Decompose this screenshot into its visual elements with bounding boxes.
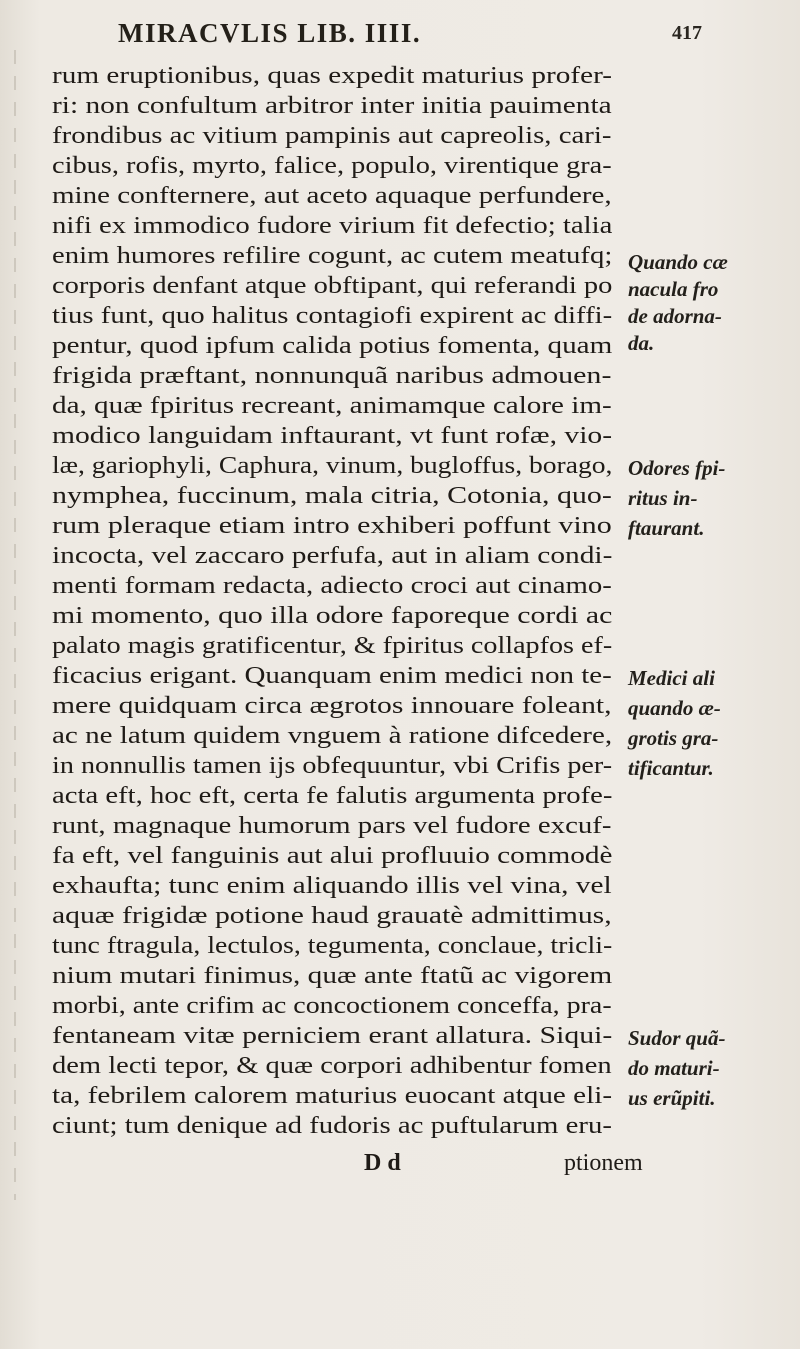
text-line: ta, febrilem calorem maturius euocant atque eli-: [52, 1082, 613, 1109]
margin-note: da.: [628, 331, 655, 355]
margin-note: Quando cæ: [628, 250, 728, 274]
text-line: pentur, quod ipfum calida potius fomenta, quam: [52, 332, 613, 359]
page-number: 417: [672, 22, 702, 44]
text-line: ac ne latum quidem vnguem à ratione difcedere,: [52, 722, 613, 749]
text-line: incocta, vel zaccaro perfufa, aut in aliam condi-: [52, 542, 613, 569]
text-line: fa eft, vel fanguinis aut alui profluuio commodè: [52, 842, 613, 869]
text-line: rum eruptionibus, quas expedit maturius profer-: [52, 62, 612, 89]
margin-note: quando æ-: [628, 696, 721, 720]
text-line: corporis denfant atque obftipant, qui referandi po: [52, 272, 613, 299]
text-line: mi momento, quo illa odore faporeque cordi ac: [52, 602, 613, 629]
text-line: palato magis gratificentur, & fpiritus collapfos ef-: [52, 632, 613, 659]
text-line: aquæ frigidæ potione haud grauatè admittimus,: [52, 902, 612, 929]
text-line: in nonnullis tamen ijs obfequuntur, vbi Crifis per-: [52, 752, 613, 779]
text-line: tius funt, quo halitus contagiofi expirent ac diffi-: [52, 302, 613, 329]
margin-note: do maturi-: [628, 1056, 720, 1080]
text-line: runt, magnaque humorum pars vel fudore excuf-: [52, 812, 612, 839]
margin-note: Medici ali: [628, 666, 715, 690]
text-line: læ, gariophyli, Caphura, vinum, bugloffus, borago,: [52, 452, 613, 479]
text-line: menti formam redacta, adiecto croci aut cinamo-: [52, 572, 612, 599]
margin-note: us erũpiti.: [628, 1086, 716, 1110]
margin-note: Sudor quã-: [628, 1026, 726, 1050]
text-line: ciunt; tum denique ad fudoris ac puftularum eru-: [52, 1112, 612, 1139]
margin-note: Odores fpi-: [628, 456, 726, 480]
text-line: exhaufta; tunc enim aliquando illis vel vina, vel: [52, 872, 612, 899]
text-line: nymphea, fuccinum, mala citria, Cotonia, quo-: [52, 482, 612, 509]
text-line: morbi, ante crifim ac concoctionem conceffa, pra-: [52, 992, 612, 1019]
text-line: da, quæ fpiritus recreant, animamque calore im-: [52, 392, 612, 419]
running-head: MIRACVLIS LIB. IIII.: [118, 18, 422, 48]
margin-note: ritus in-: [628, 486, 698, 510]
catchword: ptionem: [564, 1150, 643, 1176]
text-line: fentaneam vitæ perniciem erant allatura. Siqui-: [52, 1022, 613, 1049]
margin-note: tificantur.: [628, 756, 714, 780]
text-line: dem lecti tepor, & quæ corpori adhibentur fomen: [52, 1052, 612, 1079]
text-line: frigida præftant, nonnunquã naribus admouen-: [52, 362, 612, 389]
margin-note: de adorna-: [628, 304, 722, 328]
signature-mark: D d: [364, 1150, 401, 1176]
text-line: nium mutari finimus, quæ ante ftatũ ac vigorem: [52, 962, 613, 989]
text-line: mere quidquam circa ægrotos innouare foleant,: [52, 692, 612, 719]
margin-note: nacula fro: [628, 277, 719, 301]
text-line: rum pleraque etiam intro exhiberi poffunt vino: [52, 512, 612, 539]
margin-note: grotis gra-: [628, 726, 719, 750]
text-line: cibus, rofis, myrto, falice, populo, virentique gra-: [52, 152, 612, 179]
text-line: ri: non confultum arbitror inter initia pauimenta: [52, 92, 612, 119]
text-line: enim humores refilire cogunt, ac cutem meatufq;: [52, 242, 613, 269]
text-line: ficacius erigant. Quanquam enim medici non te-: [52, 662, 612, 689]
text-line: frondibus ac vitium pampinis aut capreolis, cari-: [52, 122, 612, 149]
text-line: tunc ftragula, lectulos, tegumenta, conclaue, tricli-: [52, 932, 613, 959]
text-line: acta eft, hoc eft, certa fe falutis argumenta profe-: [52, 782, 613, 809]
text-line: mine confternere, aut aceto aquaque perfundere,: [52, 182, 612, 209]
text-line: nifi ex immodico fudore virium fit defectio; talia: [52, 212, 613, 239]
margin-note: ftaurant.: [628, 516, 705, 540]
text-line: modico languidam inftaurant, vt funt rofæ, vio-: [52, 422, 613, 449]
